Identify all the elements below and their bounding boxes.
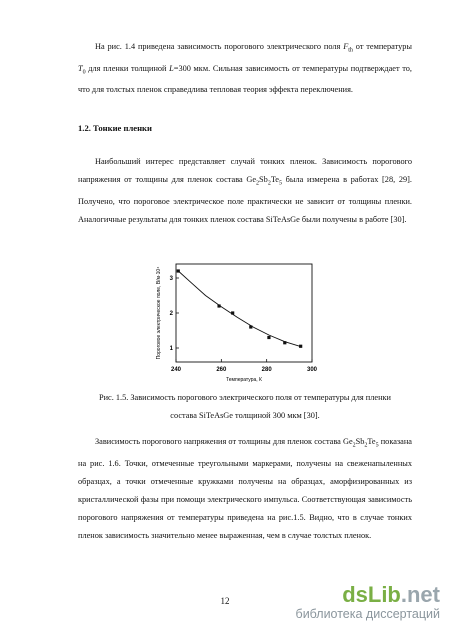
data-point (177, 269, 180, 272)
watermark-subtitle: библиотека диссертаций (295, 607, 440, 621)
y-tick-label: 1 (169, 346, 173, 352)
plot-frame (176, 264, 312, 362)
intro-paragraph: На рис. 1.4 приведена зависимость порогового электрического поля $F_{th}$ от температуры $T_0$ для пленки толщиной L=300 мкм. Сильная зависимость от температуры подтверждает то, что для толстых пленок справедлива тепловая теория эффекта переключения. (78, 42, 413, 95)
watermark-logo: dsLib.net (342, 582, 440, 607)
x-tick-label: 300 (306, 367, 318, 373)
x-tick-label: 240 (170, 367, 182, 373)
watermark (296, 583, 440, 621)
y-tick-label: 2 (169, 311, 173, 317)
data-point (249, 325, 252, 328)
x-axis-label: Температура, К (226, 377, 262, 383)
fit-curve (178, 271, 300, 347)
x-tick-label: 260 (216, 367, 227, 373)
y-axis-label: Пороговое электрическое поле, В/м·10⁴ (156, 266, 162, 360)
page-number: 12 (220, 596, 230, 606)
data-point (283, 341, 286, 344)
data-point (217, 304, 220, 307)
y-tick-label: 3 (169, 276, 173, 282)
thin-films-paragraph: Наибольший интерес представляет случай тонких пленок. Зависимость порогового напряжения от толщины для пленок состава $Ge_2Sb_2Te_5$ была измерена в работах [28, 29]. Получено, что пороговое электрическое поле практически не зависит от толщины пленки. Аналогичные результаты для тонких пленок состава SiTeAsGe были получены в работе [30]. (78, 157, 412, 224)
data-point (299, 345, 302, 348)
x-tick-label: 280 (261, 367, 272, 373)
thickness-paragraph: Зависимость порогового напряжения от толщины для пленок состава $Ge_2Sb_2Te_5$ показана на рис. 1.6. Точки, отмеченные треугольными маркерами, получены на свеженапыленных образцах, а точки отмеченные кружками получены на образцах, аморфизированных из кристаллической фазы при помощи электрического импульса. Соответствующая зависимость порогового напряжения от температуры приведена на рис.1.5. Видно, что в случае тонких пленок зависимость значительно менее выраженная, чем в случае толстых пленок. (78, 437, 412, 540)
data-point (267, 336, 270, 339)
figure-caption (78, 389, 412, 425)
data-point (231, 311, 234, 314)
caption-line-2: состава SiTeAsGe толщиной 300 мкм [30]. (170, 411, 320, 420)
threshold-field-chart (150, 258, 330, 386)
section-heading: 1.2. Тонкие пленки (78, 123, 152, 133)
caption-line-1: Рис. 1.5. Зависимость порогового электрического поля от температуры для пленки (99, 393, 391, 402)
